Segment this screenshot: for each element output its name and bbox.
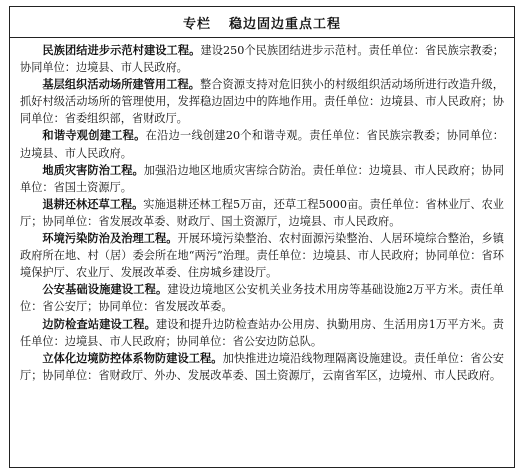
column-content (10, 38, 514, 384)
item-title: 地质灾害防治工程。 (42, 163, 144, 177)
item-body: 实施退耕还林工程5万亩，还草工程5000亩。责任单位：省林业厅、农业厅；协同单位：省发展改革委、财政厅、国土资源厅，边境县、市人民政府。 (20, 197, 504, 228)
column-title: 稳边固边重点工程 (229, 16, 342, 32)
item-gongan-jichu (20, 281, 504, 315)
item-body: 开展环境污染整治、农村面源污染整治、人居环境综合整治，乡镇政府所在地、村（居）委会所在地“两污”治理。责任单位：边境县、市人民政府；协同单位：省环境保护厅、农业厅、发展改革委、住房城乡建设厅。 (20, 232, 504, 280)
item-body: 在沿边一线创建20个和谐寺观。责任单位：省民族宗教委；协同单位：边境县、市人民政府。 (20, 129, 504, 160)
item-body: 整合资源支持对危旧狭小的村级组织活动场所进行改造升级，抓好村级活动场所的管理使用，发挥稳边固边中的阵地作用。责任单位：边境县、市人民政府；协同单位：省委组织部，省财政厅。 (20, 78, 504, 126)
item-jiceng-zuzhi (20, 76, 504, 127)
item-body: 建设和提升边防检查站办公用房、执勤用房、生活用房1万平方米。责任单位：边境县、市人民政府；协同单位：省公安边防总队。 (20, 317, 504, 348)
item-title: 退耕还林还草工程。 (42, 197, 144, 211)
item-bianfang-jiancha (20, 316, 504, 350)
item-title: 立体化边境防控体系物防建设工程。 (42, 351, 223, 365)
item-title: 边防检查站建设工程。 (42, 317, 157, 331)
column-header (10, 7, 514, 38)
item-body: 加快推进边境沿线物理隔离设施建设。责任单位：省公安厅；协同单位：省财政厅、外办、发展改革委、国土资源厅，云南省军区，边境州、市人民政府。 (20, 351, 504, 382)
item-title: 和谐寺观创建工程。 (42, 129, 146, 143)
item-dizhi-zaihai (20, 162, 504, 196)
item-title: 环境污染防治及治理工程。 (42, 232, 178, 246)
column-label: 专栏 (182, 16, 211, 32)
item-body: 建设边境地区公安机关业务技术用房等基础设施2万平方米。责任单位：省公安厅；协同单位：省发展改革委。 (20, 283, 504, 314)
item-title: 民族团结进步示范村建设工程。 (42, 44, 201, 57)
special-column-box (9, 6, 515, 468)
item-minzu-tuanjie (20, 42, 504, 76)
item-title: 公安基础设施建设工程。 (42, 283, 168, 297)
item-tuigeng-huanlin (20, 196, 504, 230)
item-body: 加强沿边地区地质灾害综合防治。责任单位：边境县、市人民政府；协同单位：省国土资源厅。 (20, 163, 504, 194)
item-hexie-siguan (20, 127, 504, 161)
item-huanjing-wuran (20, 230, 504, 281)
item-liti-fangkong (20, 350, 504, 384)
item-title: 基层组织活动场所建管用工程。 (42, 78, 201, 92)
item-body: 建设250个民族团结进步示范村。责任单位：省民族宗教委；协同单位：边境县、市人民政府。 (20, 44, 504, 75)
